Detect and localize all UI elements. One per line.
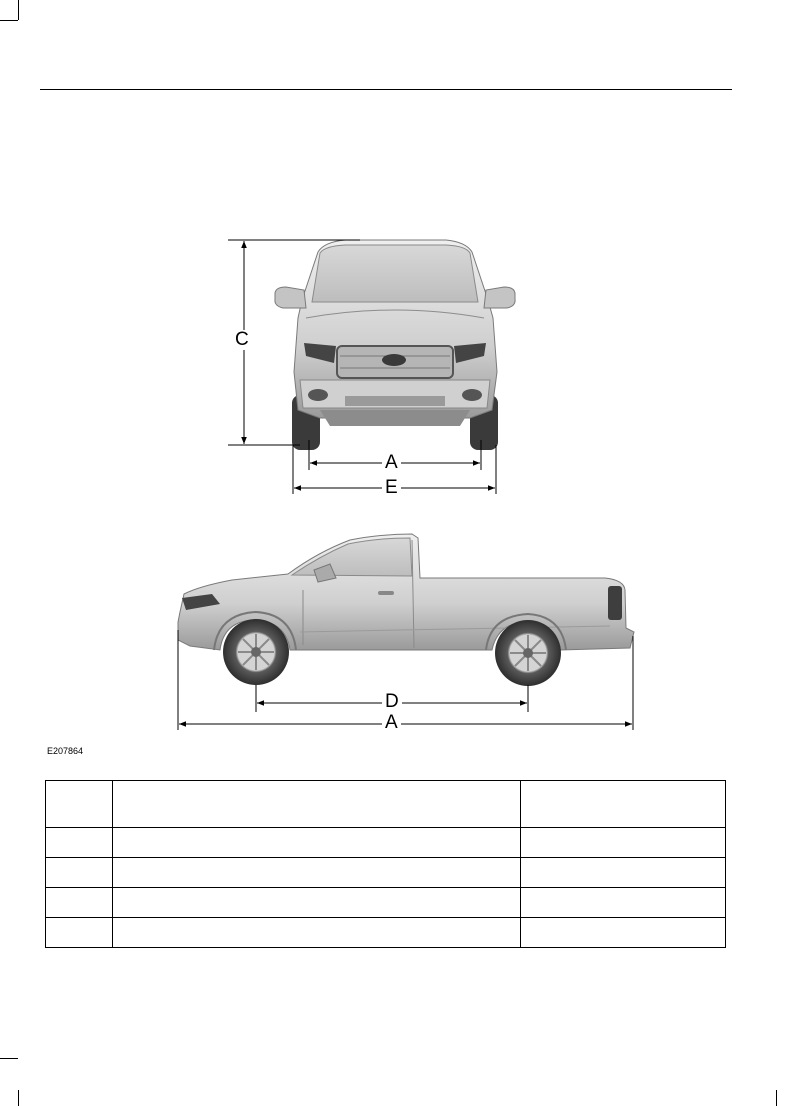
table-header-cell	[46, 781, 113, 828]
table-cell	[46, 888, 113, 918]
table-row	[46, 918, 726, 948]
table-cell	[113, 918, 521, 948]
table-header-row	[46, 781, 726, 828]
table-row	[46, 828, 726, 858]
table-cell	[46, 918, 113, 948]
figure-id: E207864	[47, 746, 84, 756]
front-badge	[382, 354, 406, 366]
table-cell	[46, 858, 113, 888]
crop-mark	[18, 1090, 19, 1106]
dim-label-d: D	[382, 692, 402, 712]
front-right-foglamp	[462, 389, 482, 401]
dim-label-e: E	[382, 478, 401, 498]
table-row	[46, 858, 726, 888]
crop-mark	[776, 1090, 777, 1106]
front-view	[228, 240, 515, 494]
table-header-cell	[521, 781, 726, 828]
crop-mark	[0, 1058, 18, 1059]
front-left-mirror	[275, 287, 306, 308]
table-cell	[521, 858, 726, 888]
dimensions-table	[45, 780, 726, 948]
side-view	[178, 534, 634, 730]
dim-label-a-front: A	[382, 453, 401, 473]
table-cell	[521, 888, 726, 918]
dim-label-a-side: A	[382, 713, 401, 733]
front-left-foglamp	[308, 389, 328, 401]
table-cell	[113, 858, 521, 888]
side-door-handle	[378, 591, 394, 595]
table-row	[46, 888, 726, 918]
side-window	[292, 538, 412, 576]
table-cell	[521, 828, 726, 858]
table-cell	[46, 828, 113, 858]
table-cell	[521, 918, 726, 948]
table-cell	[113, 828, 521, 858]
dim-label-c: C	[232, 330, 252, 350]
front-right-mirror	[484, 287, 515, 308]
table-cell	[113, 888, 521, 918]
side-taillamp	[608, 586, 622, 620]
table-header-cell	[113, 781, 521, 828]
front-windscreen	[312, 245, 478, 302]
